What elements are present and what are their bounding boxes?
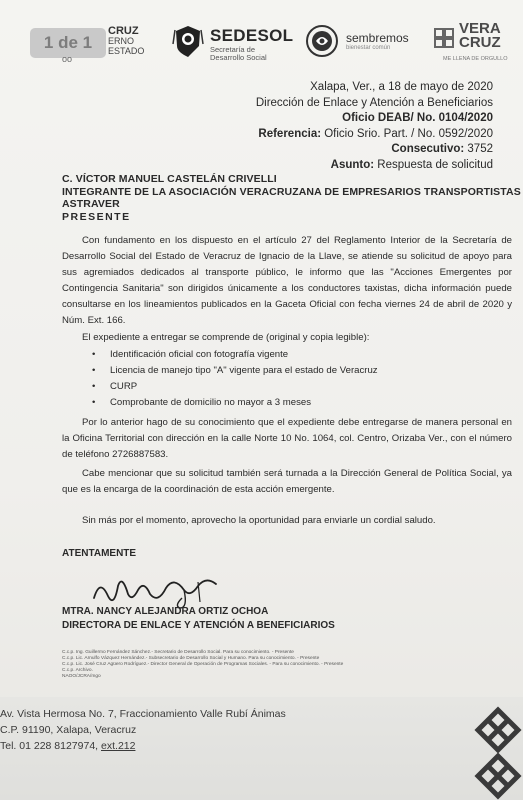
closing-atentamente: ATENTAMENTE — [62, 548, 137, 559]
consecutivo-line: Consecutivo: 3752 — [391, 143, 493, 155]
sembremos-emblem-icon — [305, 24, 339, 58]
body-paragraph-2: El expediente a entregar se comprende de (original y copia legible): — [82, 332, 370, 343]
addressee-organization: INTEGRANTE DE LA ASOCIACIÓN VERACRUZANA DE EMPRESARIOS TRANSPORTISTAS — [62, 185, 521, 198]
place-date: Xalapa, Ver., a 18 de mayo de 2020 — [310, 81, 493, 93]
requirements-list — [82, 347, 378, 411]
ccp-line: C.c.p. Archivo. — [62, 668, 93, 673]
signer-block — [62, 605, 335, 633]
footer-line: C.P. 91190, Xalapa, Veracruz — [0, 724, 137, 736]
ccp-list — [62, 650, 343, 680]
list-item: • Identificación oficial con fotografía vigente — [82, 347, 378, 363]
body-paragraph-5: Sin más por el momento, aprovecho la oportunidad para enviarle un cordial saludo. — [82, 515, 436, 526]
gobierno-veracruz-logo-text: CRUZ ERNO ESTADO — [108, 25, 145, 56]
footer-line: Tel. 01 228 8127974, ext.212 — [0, 740, 136, 752]
body-paragraph-4: Cabe mencionar que su solicitud también será turnada a la Dirección General de Política Social, ya que es la encarga de la coordinación de esta acción emergente. — [62, 468, 512, 495]
handwritten-signature-icon — [88, 568, 228, 610]
page-count-badge: 1 de 1 — [30, 28, 106, 58]
list-item: • Comprobante de domicilio no mayor a 3 meses — [82, 395, 378, 411]
ccp-line: C.c.p. Lic. Arnulfo Vázquez Hernández.- Subsecretario de Desarrollo Social y Humano. Para su conocimiento. - Presente — [62, 656, 320, 661]
addressee-acronym: ASTRAVER — [62, 198, 120, 210]
veracruz-knot-pattern-icon — [472, 706, 523, 800]
phone-extension-link[interactable]: ext.212 — [101, 740, 136, 752]
body-paragraph-3: Por lo anterior hago de su conocimiento que el expediente debe entregarse de manera personal en la Oficina Territorial con dirección en la calle Norte 10 No. 1064, col. Centro, Orizaba Ver., con el número de teléfono 2726887583. — [62, 417, 512, 460]
reference-block — [256, 80, 493, 173]
list-item: • CURP — [82, 379, 378, 395]
signer-name: MTRA. NANCY ALEJANDRA ORTIZ OCHOA — [62, 606, 269, 617]
list-item: • Licencia de manejo tipo "A" vigente para el estado de Veracruz — [82, 363, 378, 379]
presente-label: PRESENTE — [62, 210, 131, 223]
body-paragraph-1: Con fundamento en los dispuesto en el artículo 27 del Reglamento Interior de la Secretaría de Desarrollo Social del Estado de Veracruz de Ignacio de la Llave, se atiende su solicitud de apoyo para sus agremiados dedicados al transporte público, le informo que las "Acciones Emergentes por Contingencia Sanitaria" son dirigidos únicamente a los conductores taxistas, dicha información puede consultarse en los lineamientos publicados en la Gaceta Oficial con fecha viernes 24 de abril de 2020 y Núm. Ext. 166. — [62, 235, 512, 326]
oficio-number: Oficio DEAB/ No. 0104/2020 — [342, 112, 493, 124]
sedesol-logo: SEDESOL Secretaría de Desarrollo Social — [210, 26, 294, 62]
signer-title: DIRECTORA DE ENLACE Y ATENCIÓN A BENEFICIARIOS — [62, 620, 335, 631]
referencia-line: Referencia: Oficio Srio. Part. / No. 0592/2020 — [258, 127, 493, 140]
ccp-line: C.c.p. Lic. José Cruz Agüero Rodríguez.- Director General de Operación de Programas Sociales. - Para su conocimiento. - Presente — [62, 662, 344, 667]
addressee-block — [62, 173, 521, 223]
sembremos-logo: sembremos bienestar común — [346, 31, 409, 51]
header-mark: oo — [62, 54, 73, 64]
veracruz-logo: VERA CRUZ ME LLENA DE ORGULLO — [443, 20, 508, 62]
footer-line: Av. Vista Hermosa No. 7, Fraccionamiento Valle Rubí Ánimas — [0, 708, 286, 720]
addressee-name: C. VÍCTOR MANUEL CASTELÁN CRIVELLI — [62, 173, 277, 185]
footer-address — [0, 706, 286, 754]
ccp-line: C.c.p. Ing. Guillermo Fernández Sánchez.- Secretario de Desarrollo Social. Para su conocimiento. - Presente — [62, 650, 294, 655]
asunto-line: Asunto: Respuesta de solicitud — [330, 158, 493, 171]
veracruz-knot-icon — [432, 26, 456, 50]
office-name: Dirección de Enlace y Atención a Beneficiarios — [255, 96, 493, 109]
ccp-line: NAOO/JCRA/mgo — [62, 674, 101, 679]
sedesol-emblem-icon — [172, 24, 204, 58]
